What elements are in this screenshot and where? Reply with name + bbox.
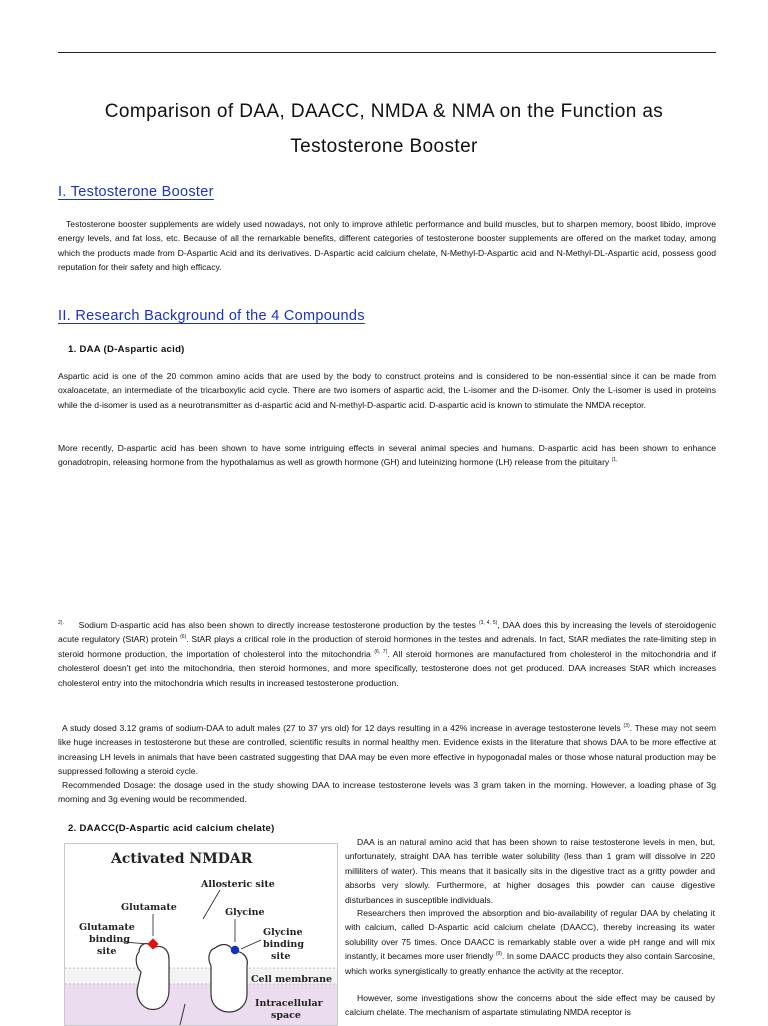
citation: (1, xyxy=(611,457,618,464)
figure-title: Activated NMDAR xyxy=(111,851,253,867)
top-rule xyxy=(58,52,716,53)
daacc-paragraph-3-text: However, some investigations show the concerns about the side effect may be caused by calcium chelate. The mechanism of aspartate stimulating NMDA receptor is xyxy=(345,993,715,1018)
citation: (6) xyxy=(180,634,187,641)
daa-paragraph-4-text-b: . These may not seem like huge increases in testosterone but these are controlled, scientific results in normal healthy men. Evidence exists in the literature that shows DAA to be more effective at increasing LH levels in animals that have been castrated suggesting that DAA may be even more effective in hypogonadal males or those whose natural production may be suppressed following a steroid cycle. xyxy=(58,723,717,777)
pointer-glycine-site xyxy=(241,940,261,949)
section1-paragraph-text: Testosterone booster supplements are widely used nowadays, not only to improve athletic performance and build muscles, but to sharpen memory, boost libido, improve energy levels, and fat loss, etc. Because of all the remarkable benefits, different categories of testosterone booster supplements are offered on the market today, among which the products made from D-Aspartic Acid and its derivatives. D-Aspartic acid calcium chelate, N-Methyl-D-Aspartic acid and N-Methyl-DL-Aspartic acid, possess good reputation for their safety and high efficacy. xyxy=(58,219,716,273)
label-glycine: Glycine xyxy=(225,907,265,918)
daacc-paragraph-2-text-a: Researchers then improved the absorption and bio-availability of regular DAA by chelating it with calcium, called D-Aspartic acid calcium chelate (DAACC), thereby increasing its water solubility over 75 times. Once DAACC is remarkably stable over a wide pH range and will mix instantly, it becames more user friendly xyxy=(345,908,715,962)
section1-heading: I. Testosterone Booster xyxy=(58,184,214,200)
label-glutamate: Glutamate xyxy=(121,902,177,913)
daa-paragraph-2 xyxy=(58,441,716,470)
subsection-daacc-heading: 2. DAACC(D-Aspartic acid calcium chelate) xyxy=(68,823,275,834)
label-glutamate-binding-site: Glutamate binding site xyxy=(79,922,135,957)
label-cell-membrane: Cell membrane xyxy=(251,974,333,985)
receptor-subunit-left xyxy=(136,944,169,1010)
pointer-allosteric xyxy=(203,890,220,919)
citation: (3) xyxy=(623,723,630,730)
daa-paragraph-2-text: More recently, D-aspartic acid has been shown to have some intriguing effects in several animal species and humans. D-aspartic acid has been shown to enhance gonadotropin, releasing hormone from the hypothalamus as well as growth hormone (GH) and luteinizing hormone (LH) release from the pituitary xyxy=(58,443,716,468)
document-title-line1: Comparison of DAA, DAACC, NMDA & NMA on the Function as xyxy=(104,101,664,122)
nmdar-figure xyxy=(64,843,338,1026)
daacc-paragraph-1 xyxy=(345,835,715,907)
citation: (3, 4, 5) xyxy=(478,620,498,627)
label-glycine-binding-site: Glycine binding site xyxy=(263,927,304,962)
daa-paragraph-4 xyxy=(58,721,716,779)
section1-paragraph xyxy=(58,217,716,275)
daa-paragraph-3-text-a: Sodium D-aspartic acid has also been shown to directly increase testosterone production by the testes xyxy=(78,620,476,630)
daacc-paragraph-2 xyxy=(345,906,715,978)
document-title-line2: Testosterone Booster xyxy=(290,136,478,157)
section2-heading: II. Research Background of the 4 Compounds xyxy=(58,308,365,324)
daa-paragraph-5 xyxy=(58,778,716,807)
daa-paragraph-1 xyxy=(58,369,716,412)
daa-paragraph-3-text-b: , DAA does this by increasing the levels of steroidogenic acute regulatory (StAR) protein xyxy=(58,620,716,645)
daacc-paragraph-2-text-b: . In some DAACC products they also contain Sarcosine, which works synergistically to greatly enhance the activity at the receptor. xyxy=(345,951,715,976)
subsection-daa-heading: 1. DAA (D-Aspartic acid) xyxy=(68,344,185,355)
nmdar-diagram xyxy=(65,844,337,1025)
receptor-subunit-right xyxy=(209,945,247,1012)
daa-paragraph-5-text: Recommended Dosage: the dosage used in the study showing DAA to increase testosterone levels was 3 gram taken in the morning. However, a loading phase of 3g morning and 3g evening would be recommended. xyxy=(58,780,716,805)
citation: (6, 7) xyxy=(374,648,388,655)
daa-paragraph-1-text: Aspartic acid is one of the 20 common amino acids that are used by the body to construct proteins and is considered to be non-essential since it can be made from oxaloacetate, an intermediate of the tricarboxylic acid cycle. There are two isomers of aspartic acid, the L-isomer and the D-isomer. Only the L-isomer is used in proteins while the d-isomer is used as a neurotransmitter as d-aspartic acid and N-methyl-D-aspartic acid. D-aspartic acid is known to stimulate the NMDA receptor. xyxy=(58,371,716,410)
daacc-paragraph-1-text: DAA is an natural amino acid that has been shown to raise testosterone levels in men, but, unfortunately, straight DAA has terrible water solubility (less than 1 gram will dissolve in 220 milliliters of water). This means that it basically sits in the digestive tract as a gritty powder and absorbs very slowly. Furthermore, at higher dosages this powder can cause digestive disturbances in susceptible individuals. xyxy=(345,837,715,905)
citation: 2). xyxy=(58,620,64,627)
glycine-marker xyxy=(231,946,239,954)
label-intracellular-space: Intracellular space xyxy=(255,998,323,1021)
citation: (9) xyxy=(495,951,502,958)
daa-paragraph-3 xyxy=(58,618,716,690)
daa-paragraph-4-text-a: A study dosed 3.12 grams of sodium-DAA to adult males (27 to 37 yrs old) for 12 days resulting in a 42% increase in average testosterone levels xyxy=(62,723,621,733)
daa-paragraph-3-text-d: . All steroid hormones are manufactured from cholesterol in the mitochondria and if cholesterol doesn't get into the mitochondria, then steroid hormones, and more specifically, testosterone does not get produced. DAA increases StAR which increases cholesterol entry into the mitochondria which results in increased testosterone production. xyxy=(58,648,717,688)
label-allosteric-site: Allosteric site xyxy=(201,879,275,890)
daa-paragraph-3-text-c: . StAR plays a critical role in the production of steroid hormones in the testes and adrenals. In fact, StAR mediates the rate-limiting step in steroid hormone production, the importation of cholesterol into the mitochondria xyxy=(58,634,717,659)
daacc-paragraph-3 xyxy=(345,991,715,1020)
